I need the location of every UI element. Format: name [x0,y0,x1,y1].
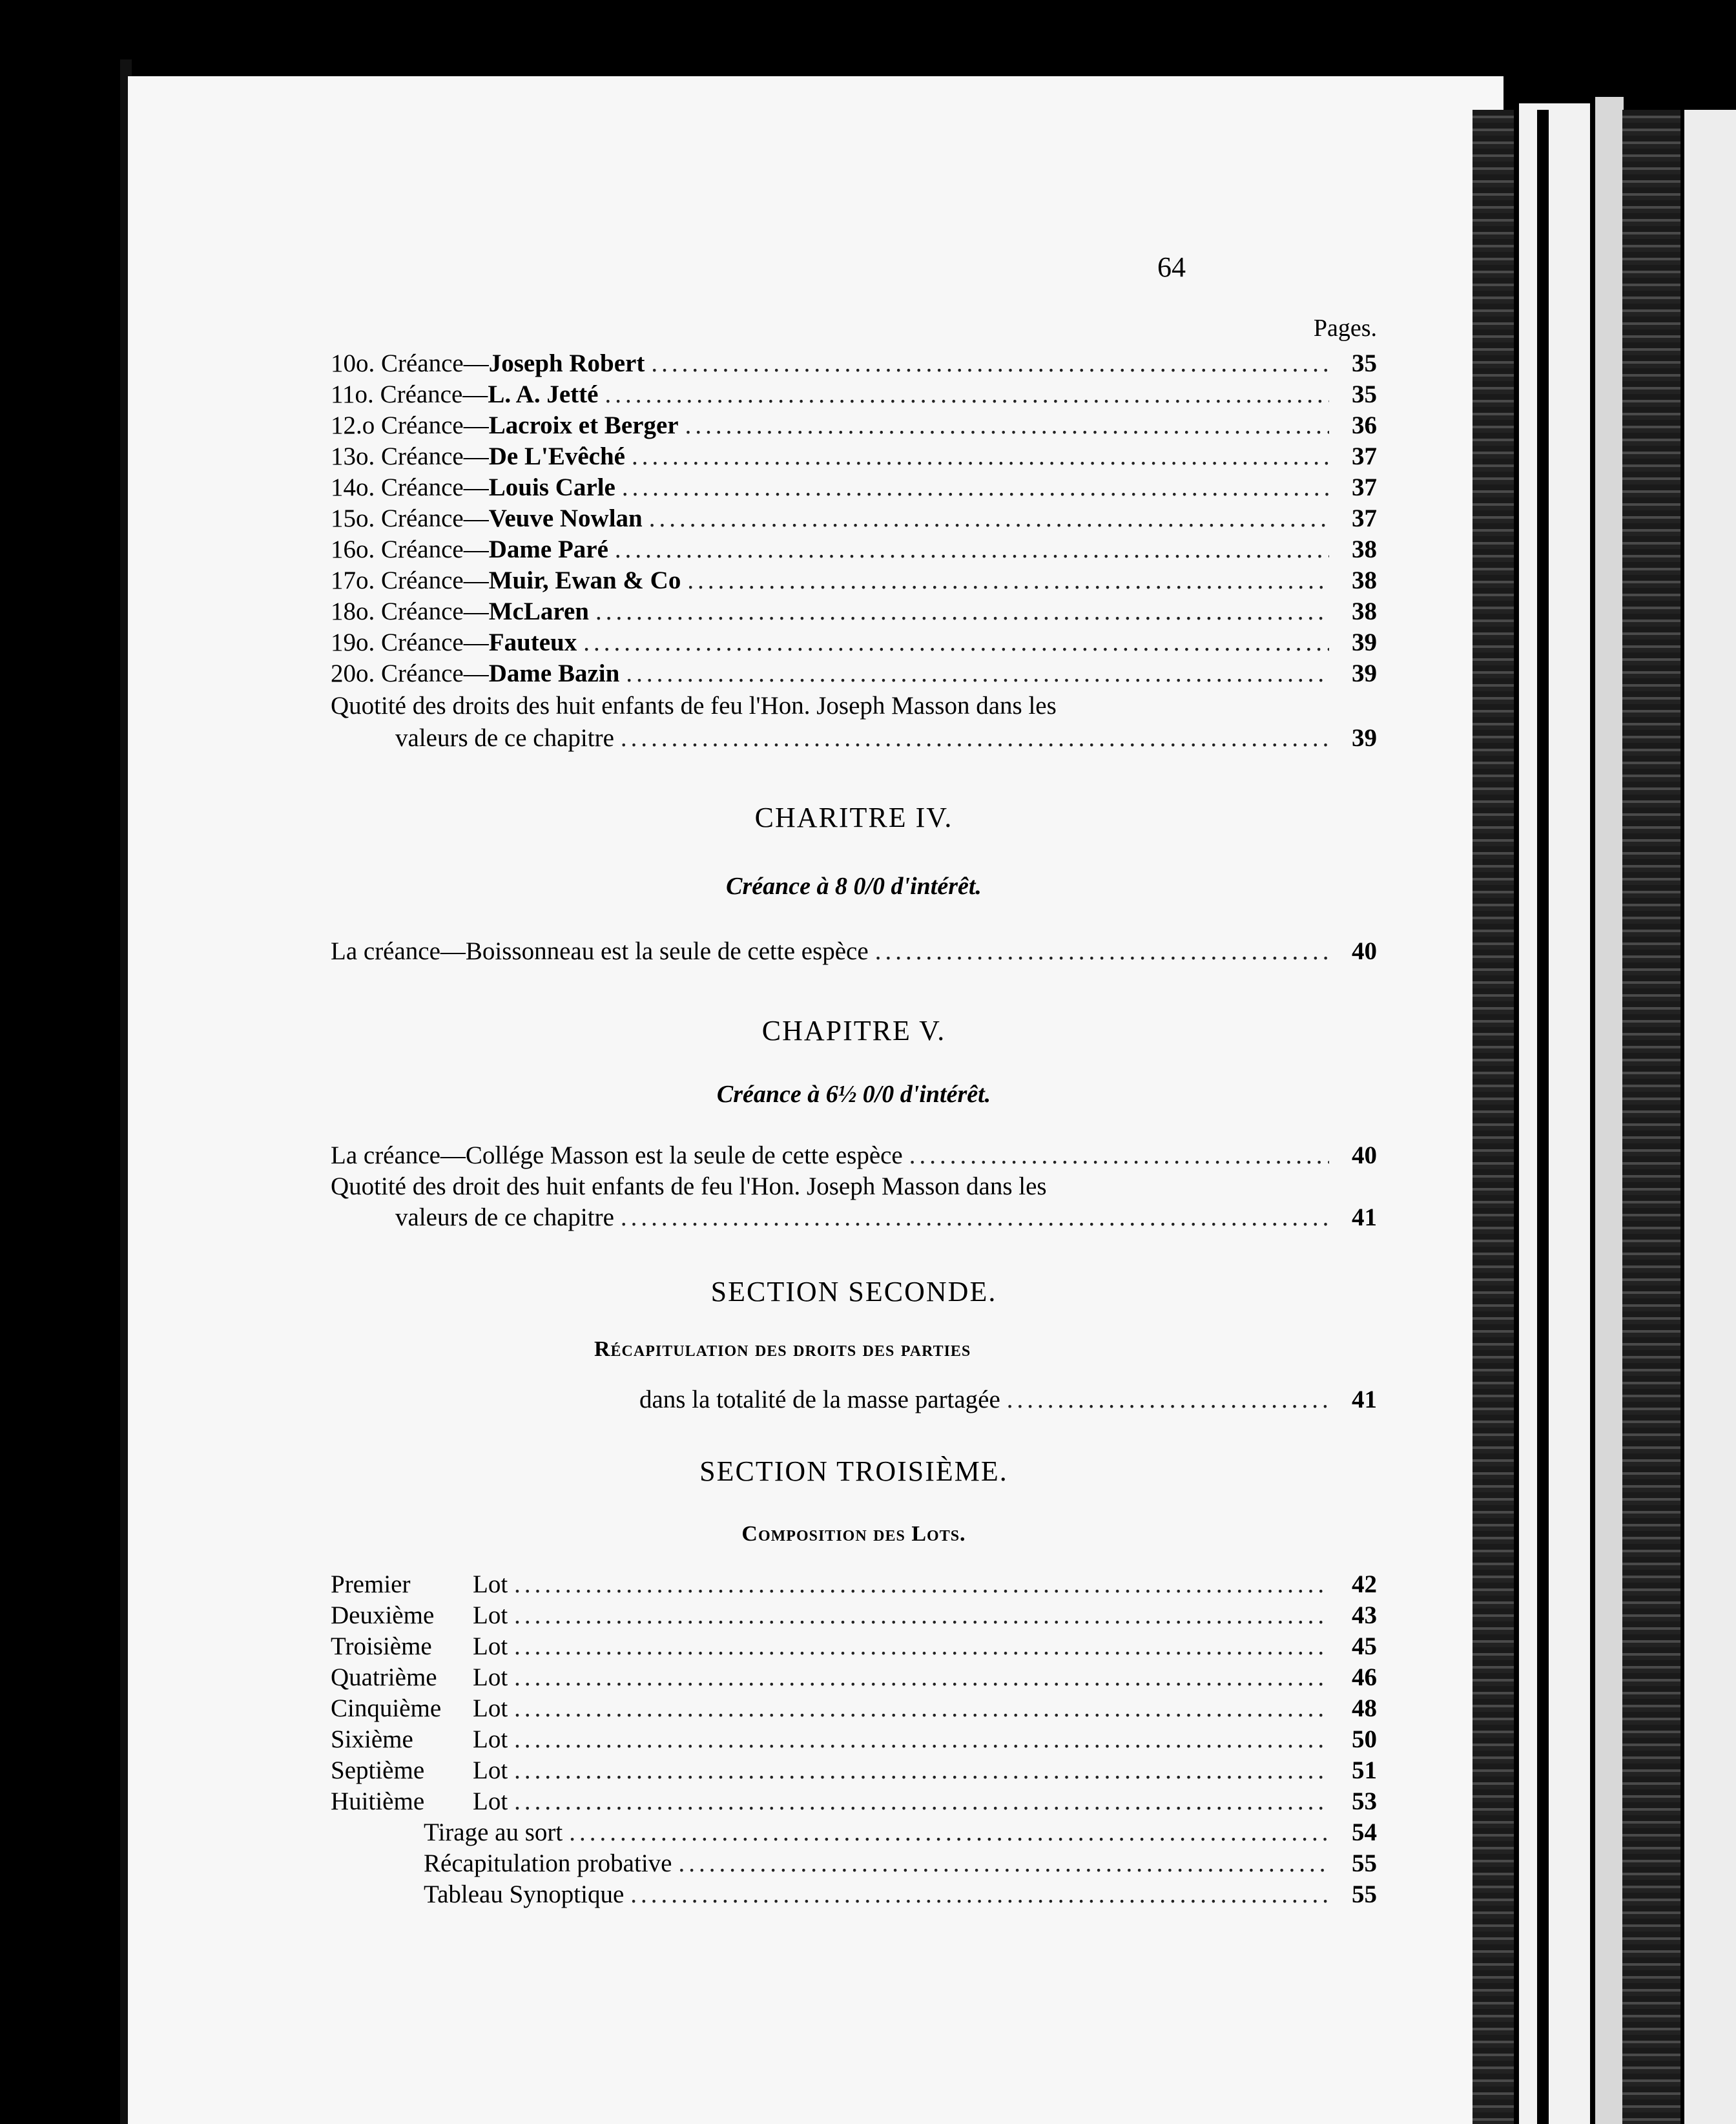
page-ref: 35 [1352,349,1377,377]
toc-entry: 11o. Créance—L. A. Jetté ..... 35 [331,380,1377,412]
page-ref: 38 [1352,567,1377,594]
leader-dots [678,1849,1329,1878]
chapter-subtitle: Créance à 6½ 0/0 d'intérêt. [716,1081,991,1108]
leader-dots [583,628,1329,657]
page-ref: 38 [1352,598,1377,625]
leader-dots [685,411,1329,440]
page-ref: 36 [1352,411,1377,439]
toc-entry: 10o. Créance—Joseph Robert ..... 35 [331,349,1377,381]
leader-dots [514,1694,1329,1723]
page-ref: 39 [1352,660,1377,687]
leader-dots [514,1601,1329,1630]
page-ref: 45 [1352,1632,1377,1660]
toc-entry: Troisième Lot ..... 45 [331,1632,1377,1664]
page-ref: 55 [1352,1880,1377,1908]
leader-dots [604,380,1329,409]
toc-entry: valeurs de ce chapitre ..... 39 [331,724,1377,756]
toc-entry: Septième Lot ..... 51 [331,1756,1377,1788]
page-ref: 51 [1352,1756,1377,1784]
leader-dots [514,1756,1329,1785]
binding-gutter [1472,110,1514,2124]
toc-entry: La créance—Boissonneau est la seule de cette espèce ..... 40 [331,937,1377,969]
toc-entry: Cinquième Lot ..... 48 [331,1694,1377,1726]
page-ref: 35 [1352,380,1377,408]
page-ref: 40 [1352,1141,1377,1169]
leader-dots [649,504,1329,533]
toc-entry: 13o. Créance—De L'Evêché ..... 37 [331,442,1377,474]
toc-entry: 15o. Créance—Veuve Nowlan ..... 37 [331,504,1377,536]
page-ref: 39 [1352,629,1377,656]
binding-line [1537,110,1549,2124]
leader-dots [595,597,1329,626]
chapter-subtitle: Créance à 8 0/0 d'intérêt. [726,873,982,900]
leader-dots [626,659,1329,688]
leader-dots [630,1880,1329,1909]
toc-entry: Récapitulation probative ..... 55 [331,1849,1377,1881]
page-ref: 41 [1352,1203,1377,1231]
page-ref: 37 [1352,443,1377,470]
leader-dots [514,1725,1329,1754]
page-ref: 38 [1352,536,1377,563]
section-subtitle: Récapitulation des droits des parties [594,1337,971,1361]
toc-entry: 19o. Créance—Fauteux ..... 39 [331,628,1377,660]
pages-column-label: Pages. [1313,315,1377,342]
page-ref: 48 [1352,1694,1377,1722]
leader-dots [514,1663,1329,1692]
chapter-heading: CHARITRE IV. [754,802,953,833]
chapter-heading: CHAPITRE V. [761,1015,946,1046]
toc-entry: Huitième Lot ..... 53 [331,1787,1377,1819]
toc-entry: Deuxième Lot ..... 43 [331,1601,1377,1633]
next-page-edge-3 [1684,110,1736,2124]
leader-dots [909,1141,1329,1170]
leader-dots [615,535,1329,564]
page-ref: 39 [1352,724,1377,752]
leader-dots [621,724,1329,753]
toc-entry-text: Quotité des droits des huit enfants de feu l'Hon. Joseph Masson dans les [331,692,1057,720]
toc-entry-text: Quotité des droit des huit enfants de feu l'Hon. Joseph Masson dans les [331,1172,1047,1200]
toc-entry: 18o. Créance—McLaren ..... 38 [331,597,1377,629]
leader-dots [621,1203,1329,1232]
toc-entry: 14o. Créance—Louis Carle ..... 37 [331,473,1377,505]
toc-entry: dans la totalité de la masse partagée ..... 41 [331,1385,1377,1417]
toc-entry: 20o. Créance—Dame Bazin ..... 39 [331,659,1377,691]
section-heading: SECTION TROISIÈME. [699,1455,1008,1487]
page-ref: 55 [1352,1849,1377,1877]
next-page-edge-2 [1595,97,1624,2124]
leader-dots [622,473,1329,502]
leader-dots [514,1787,1329,1816]
toc-entry: Quatrième Lot ..... 46 [331,1663,1377,1695]
leader-dots [569,1818,1329,1847]
page-ref: 40 [1352,937,1377,965]
next-page-edge [1519,103,1590,2124]
toc-entry: Sixième Lot ..... 50 [331,1725,1377,1757]
toc-entry: valeurs de ce chapitre ..... 41 [331,1203,1377,1235]
page-ref: 43 [1352,1601,1377,1629]
page-number: 64 [1157,251,1186,283]
toc-entry: 17o. Créance—Muir, Ewan & Co ..... 38 [331,566,1377,598]
section-heading: SECTION SECONDE. [710,1276,997,1307]
leader-dots [687,566,1329,595]
binding-gutter-2 [1622,110,1680,2124]
page-ref: 50 [1352,1725,1377,1753]
leader-dots [514,1570,1329,1599]
toc-entry: 12.o Créance—Lacroix et Berger ..... 36 [331,411,1377,443]
page-ref: 42 [1352,1570,1377,1598]
leader-dots [875,937,1329,966]
section-subtitle: Composition des Lots. [741,1522,966,1546]
leader-dots [1007,1385,1329,1414]
toc-entry: Tableau Synoptique ..... 55 [331,1880,1377,1912]
leader-dots [651,349,1329,378]
page-ref: 54 [1352,1818,1377,1846]
toc-entry: Tirage au sort ..... 54 [331,1818,1377,1850]
page-ref: 46 [1352,1663,1377,1691]
page-ref: 37 [1352,505,1377,532]
toc-entry: Premier Lot ..... 42 [331,1570,1377,1602]
toc-entry: 16o. Créance—Dame Paré ..... 38 [331,535,1377,567]
toc-entry: La créance—Collége Masson est la seule de cette espèce ..... 40 [331,1141,1377,1173]
page-ref: 37 [1352,474,1377,501]
leader-dots [632,442,1329,471]
page-ref: 41 [1352,1386,1377,1413]
page-ref: 53 [1352,1787,1377,1815]
leader-dots [514,1632,1329,1661]
